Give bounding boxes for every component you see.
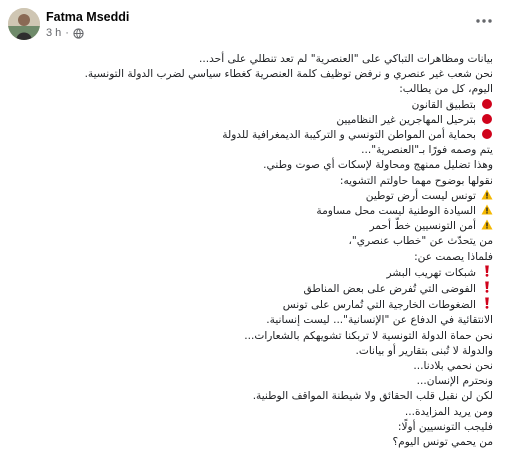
author-name[interactable]: Fatma Mseddi bbox=[46, 10, 130, 24]
post-line-text: نقولها بوضوح مهما حاولتم التشويه: bbox=[339, 174, 493, 187]
exclamation-icon bbox=[481, 297, 493, 313]
post-line bbox=[23, 158, 493, 173]
post-line-text: الضغوطات الخارجية التي تُمارس على تونس bbox=[282, 299, 476, 312]
post-line bbox=[23, 265, 493, 281]
post-line bbox=[23, 82, 493, 97]
post-line bbox=[23, 204, 493, 219]
exclamation-icon bbox=[481, 265, 493, 281]
post-line bbox=[23, 250, 493, 265]
post-line bbox=[23, 344, 493, 359]
post-line-text: السيادة الوطنية ليست محل مساومة bbox=[316, 205, 476, 218]
post-line bbox=[23, 374, 493, 389]
post-line-text: تونس ليست أرض توطين bbox=[365, 189, 476, 202]
post-line-text: نحن شعب غير عنصري و نرفض توظيف كلمة العنصرية كغطاء سياسي لضرب الدولة التونسية. bbox=[84, 68, 493, 81]
post-line bbox=[23, 67, 493, 82]
post-line bbox=[23, 435, 493, 450]
post-line-text: ونحترم الإنسان... bbox=[416, 375, 493, 388]
post-line-text: الانتقائية في الدفاع عن "الإنسانية"... ليست إنسانية. bbox=[266, 314, 493, 327]
post-line-text: بترحيل المهاجرين غير النظاميين bbox=[336, 113, 476, 126]
post-line-text: بحماية أمن المواطن التونسي و التركيبة الديمغرافية للدولة bbox=[222, 129, 476, 142]
red-circle-icon bbox=[481, 128, 493, 143]
more-options-icon[interactable] bbox=[471, 10, 497, 32]
post-line-text: وهذا تضليل ممنهج ومحاولة لإسكات أي صوت وطني. bbox=[263, 159, 493, 172]
post-line bbox=[23, 281, 493, 297]
post-line bbox=[23, 389, 493, 404]
post-line-text: بيانات ومظاهرات التباكي على "العنصرية" لم تعد تنطلي على أحد... bbox=[199, 53, 493, 65]
post-time[interactable]: 3 h bbox=[46, 27, 62, 39]
post-line bbox=[23, 143, 493, 158]
post-line-text: لكن لن نقبل قلب الحقائق ولا شيطنة المواقف الوطنية. bbox=[252, 390, 493, 403]
post-line bbox=[23, 52, 493, 67]
post-line bbox=[23, 297, 493, 313]
post-line bbox=[23, 128, 493, 143]
post-line-text: بتطبيق القانون bbox=[411, 98, 476, 111]
post-line-text: فلماذا يصمت عن: bbox=[414, 250, 493, 263]
warning-icon bbox=[481, 204, 493, 219]
globe-icon[interactable] bbox=[73, 28, 84, 39]
post-line-text: من يتحدّث عن "خطاب عنصري"، bbox=[348, 235, 493, 248]
post-line-text: نحن نحمي بلادنا... bbox=[413, 360, 493, 373]
author-avatar[interactable] bbox=[8, 8, 40, 40]
post-line-text: شبكات تهريب البشر bbox=[386, 266, 476, 279]
post-line-text: اليوم، كل من يطالب: bbox=[399, 83, 493, 96]
post-line-text: نحن حماة الدولة التونسية لا تربكنا تشويهكم بالشعارات... bbox=[244, 329, 493, 342]
post-line bbox=[23, 219, 493, 234]
post-line bbox=[23, 189, 493, 204]
post-line bbox=[23, 359, 493, 374]
post-header bbox=[8, 8, 497, 42]
post-line-text: الفوضى التي تُفرض على بعض المناطق bbox=[303, 283, 476, 296]
post-line bbox=[23, 234, 493, 249]
post-line-text: والدولة لا تُبنى بتقارير أو بيانات. bbox=[355, 344, 493, 357]
exclamation-icon bbox=[481, 281, 493, 297]
warning-icon bbox=[481, 219, 493, 234]
post-line-text: يتم وصمه فورًا بـ"العنصرية"... bbox=[361, 144, 493, 157]
post-line bbox=[23, 113, 493, 128]
post-line bbox=[23, 98, 493, 113]
avatar-image bbox=[8, 8, 40, 40]
meta-separator: · bbox=[65, 27, 69, 39]
post-line-text: أمن التونسيين خطّ أحمر bbox=[369, 220, 476, 233]
post-line bbox=[23, 313, 493, 328]
post-line-text: ومن يريد المزايدة... bbox=[404, 405, 493, 418]
post-line bbox=[23, 405, 493, 420]
post-line bbox=[23, 329, 493, 344]
post-line bbox=[23, 420, 493, 435]
post-line bbox=[23, 174, 493, 189]
post-line-text: من يحمي تونس اليوم؟ bbox=[392, 436, 493, 449]
warning-icon bbox=[481, 189, 493, 204]
post-line-text: فليجب التونسيين أولًا: bbox=[397, 420, 493, 433]
red-circle-icon bbox=[481, 98, 493, 113]
red-circle-icon bbox=[481, 113, 493, 128]
post-meta bbox=[46, 27, 84, 39]
post-text bbox=[23, 52, 493, 450]
